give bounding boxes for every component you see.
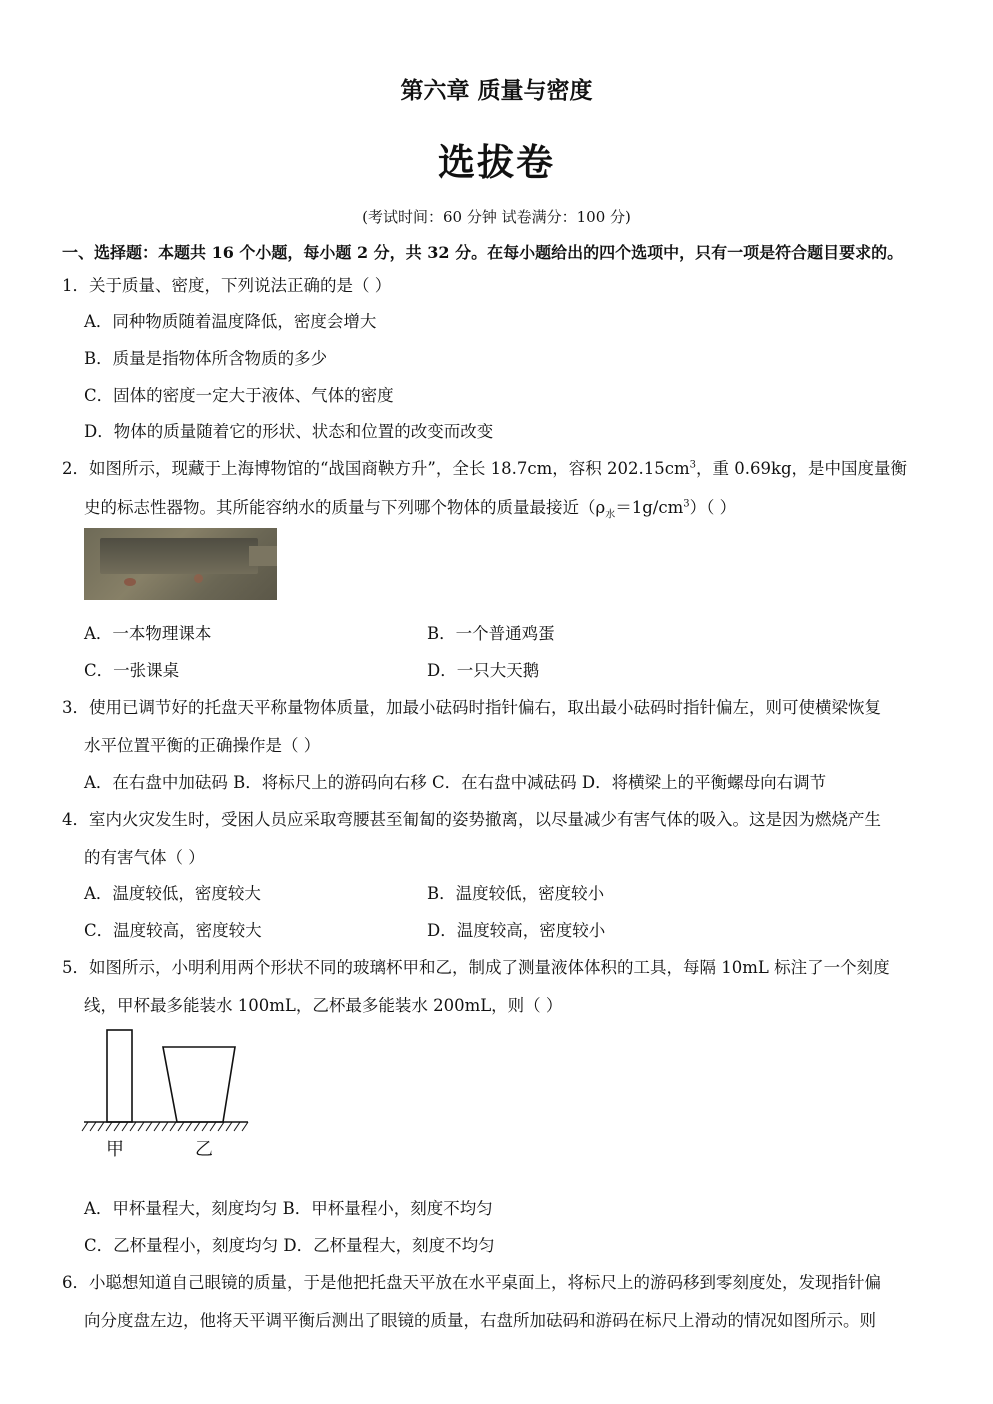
q4-stem-line2: 的有害气体（ ） <box>84 848 205 867</box>
q2-stem-line2: 史的标志性器物。其所能容纳水的质量与下列哪个物体的质量最接近$(\rho_水=1g/cm^3)$（ ） <box>84 498 737 521</box>
q1-option-c: C．固体的密度一定大于液体、气体的密度 <box>84 386 394 405</box>
q5-options-cd: C．乙杯量程小，刻度均匀 D．乙杯量程大，刻度不均匀 <box>84 1236 495 1255</box>
q2-stem-line1: 2．如图所示，现藏于上海博物馆的“战国商鞅方升”，全长 18.7cm，容积 $202.15cm^3$，重 0.69kg，是中国度量衡 <box>62 459 908 478</box>
q6-stem-line1: 6．小聪想知道自己眼镜的质量，于是他把托盘天平放在水平桌面上，将标尺上的游码移到零刻度处，发现指针偏 <box>62 1273 881 1292</box>
q2-option-a: A．一本物理课本 <box>84 624 212 643</box>
section-heading: 一、选择题：本题共 16 个小题，每小题 2 分，共 32 分。在每小题给出的四个选项中，只有一项是符合题目要求的。 <box>62 243 904 262</box>
exam-info: (考试时间：60 分钟 试卷满分：100 分) <box>362 208 631 226</box>
q4-option-b: B．温度较低，密度较小 <box>427 884 605 903</box>
chapter-title: 第六章 质量与密度 <box>400 77 593 104</box>
q2-option-c: C．一张课桌 <box>84 661 180 680</box>
q4-option-a: A．温度较低，密度较大 <box>84 884 261 903</box>
q4-stem-line1: 4．室内火灾发生时，受困人员应采取弯腰甚至匍匐的姿势撤离，以尽量减少有害气体的吸入。这是因为燃烧产生 <box>62 810 881 829</box>
q2-option-b: B．一个普通鸡蛋 <box>427 624 555 643</box>
label-jia: 甲 <box>106 1139 124 1160</box>
q4-option-c: C．温度较高，密度较大 <box>84 921 262 940</box>
label-yi: 乙 <box>195 1139 213 1160</box>
q1-option-b: B．质量是指物体所含物质的多少 <box>84 349 328 368</box>
page-title: 选拔卷 <box>438 141 555 184</box>
q5-options-ab: A．甲杯量程大，刻度均匀 B．甲杯量程小，刻度不均匀 <box>84 1199 493 1218</box>
cup-jia <box>107 1030 132 1122</box>
q5-stem-line2: 线，甲杯最多能装水 100mL，乙杯最多能装水 200mL，则（ ） <box>84 996 563 1015</box>
cup-yi <box>163 1047 235 1122</box>
glass-cups-diagram <box>80 1025 255 1165</box>
q1-option-a: A．同种物质随着温度降低，密度会增大 <box>84 312 377 331</box>
q2-option-d: D．一只大天鹅 <box>427 661 540 680</box>
q6-stem-line2: 向分度盘左边，他将天平调平衡后测出了眼镜的质量，右盘所加砝码和游码在标尺上滑动的情况如图所示。则 <box>84 1311 876 1330</box>
q1-option-d: D．物体的质量随着它的形状、状态和位置的改变而改变 <box>84 422 494 441</box>
bronze-measure-photo <box>84 528 277 600</box>
q3-stem-line2: 水平位置平衡的正确操作是（ ） <box>84 736 321 755</box>
q5-stem-line1: 5．如图所示，小明利用两个形状不同的玻璃杯甲和乙，制成了测量液体体积的工具，每隔 10mL 标注了一个刻度 <box>62 958 890 977</box>
q3-options: A．在右盘中加砝码 B．将标尺上的游码向右移 C．在右盘中减砝码 D．将横梁上的平衡螺母向右调节 <box>84 773 827 792</box>
q1-stem: 1．关于质量、密度，下列说法正确的是（ ） <box>62 276 392 295</box>
q3-stem-line1: 3．使用已调节好的托盘天平称量物体质量，加最小砝码时指针偏右，取出最小砝码时指针偏左，则可使横梁恢复 <box>62 698 881 717</box>
q4-option-d: D．温度较高，密度较小 <box>427 921 606 940</box>
